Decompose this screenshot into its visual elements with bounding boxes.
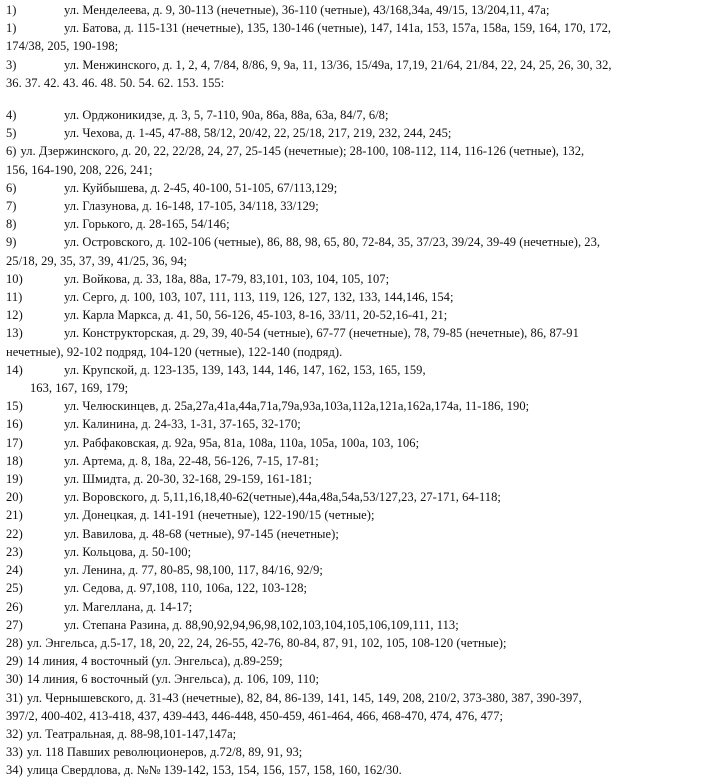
list-item-number: 6) (6, 144, 17, 159)
list-item-number: 9) (6, 235, 17, 250)
list-item (6, 634, 710, 652)
list-item-number: 11) (6, 290, 23, 305)
list-item (6, 106, 710, 124)
list-item-text: улица Свердлова, д. №№ 139-142, 153, 154, 156, 157, 158, 160, 162/30. (26, 763, 402, 778)
list-item-line (6, 761, 710, 779)
list-item-text: ул. Донецкая, д. 141-191 (нечетные), 122-190/15 (четные); (64, 508, 375, 523)
list-item (6, 361, 710, 397)
list-item-text: ул. Степана Разина, д. 88,90,92,94,96,98,102,103,104,105,106,109,111, 113; (64, 617, 459, 632)
list-item (6, 270, 710, 288)
list-item (6, 19, 710, 55)
list-item-number: 33) (6, 745, 23, 760)
list-item-line (6, 543, 710, 561)
list-item-line (6, 324, 710, 342)
list-item-text: 25/18, 29, 35, 37, 39, 41/25, 36, 94; (6, 253, 188, 268)
list-item-text: ул. Войкова, д. 33, 18а, 88а, 17-79, 83,101, 103, 104, 105, 107; (64, 271, 390, 286)
list-item-text: ул. Глазунова, д. 16-148, 17-105, 34/118, 33/129; (64, 199, 319, 214)
list-item-text: 174/38, 205, 190-198; (6, 39, 119, 54)
list-item-number: 30) (6, 672, 23, 687)
list-item-text: ул. Кольцова, д. 50-100; (64, 544, 192, 559)
list-item-number: 29) (6, 654, 23, 669)
list-item-text: ул. Батова, д. 115-131 (нечетные), 135, 130-146 (четные), 147, 141а, 153, 157а, 158а, 159, 164, 170, 172, (64, 21, 612, 36)
list-item-line (6, 288, 710, 306)
list-item-text: 163, 167, 169, 179; (30, 381, 129, 396)
list-item-text: ул. Чернышевского, д. 31-43 (нечетные), 82, 84, 86-139, 141, 145, 149, 208, 210/2, 373-380, 387, 390-397, (26, 690, 582, 705)
list-item (6, 670, 710, 688)
list-item (6, 397, 710, 415)
list-item-continuation (6, 379, 710, 397)
list-item (6, 452, 710, 470)
list-item-number: 21) (6, 508, 23, 523)
list-item (6, 215, 710, 233)
list-item-number: 12) (6, 308, 23, 323)
list-item-number: 23) (6, 544, 23, 559)
list-item-text: ул. Карла Маркса, д. 41, 50, 56-126, 45-103, 8-16, 33/11, 20-52,16-41, 21; (64, 308, 448, 323)
list-item-line (6, 270, 710, 288)
list-item-text: ул. Дзержинского, д. 20, 22, 22/28, 24, 27, 25-145 (нечетные); 28-100, 108-112, 114, 116-126 (четные), 132, (20, 144, 585, 159)
list-item (6, 598, 710, 616)
list-item-text: ул. 118 Павших революционеров, д.72/8, 89, 91, 93; (26, 745, 303, 760)
list-item-line (6, 670, 710, 688)
list-item-continuation (6, 74, 710, 92)
list-item-text: ул. Энгельса, д.5-17, 18, 20, 22, 24, 26-55, 42-76, 80-84, 87, 91, 102, 105, 108-120 (четные); (26, 635, 507, 650)
list-item (6, 434, 710, 452)
list-item-line (6, 179, 710, 197)
list-item (6, 56, 710, 92)
list-item-text: ул. Вавилова, д. 48-68 (четные), 97-145 (нечетные); (64, 526, 339, 541)
list-item-text: ул. Менделеева, д. 9, 30-113 (нечетные), 36-110 (четные), 43/168,34а, 49/15, 13/204,11, 47а; (64, 3, 550, 17)
list-item-line (6, 652, 710, 670)
list-item (6, 324, 710, 360)
list-item-text: 36. 37. 42. 43. 46. 48. 50. 54. 62. 153. 155: (6, 75, 225, 90)
list-item (6, 179, 710, 197)
list-item (6, 197, 710, 215)
list-item (6, 415, 710, 433)
list-item (6, 616, 710, 634)
list-item-number: 19) (6, 472, 23, 487)
list-item (6, 488, 710, 506)
list-item-text: ул. Горького, д. 28-165, 54/146; (64, 217, 230, 232)
list-item-number: 24) (6, 563, 23, 578)
list-item-line (6, 415, 710, 433)
list-item-text: ул. Ленина, д. 77, 80-85, 98,100, 117, 84/16, 92/9; (64, 563, 323, 578)
list-item-line (6, 56, 710, 74)
list-item-line (6, 233, 710, 251)
list-item-text: ул. Менжинского, д. 1, 2, 4, 7/84, 8/86, 9, 9а, 11, 13/36, 15/49а, 17,19, 21/64, 21/84, 22, 24, 25, 26, 30, 32, (64, 57, 612, 72)
list-item-number: 16) (6, 417, 23, 432)
list-item-line (6, 579, 710, 597)
list-item-line (6, 306, 710, 324)
list-item-text: нечетные), 92-102 подряд, 104-120 (четные), 122-140 (подряд). (6, 344, 343, 359)
list-item (6, 652, 710, 670)
list-item-number: 34) (6, 763, 23, 778)
list-item (6, 506, 710, 524)
list-item (6, 761, 710, 779)
list-item-continuation (6, 707, 710, 725)
list-item-text: 156, 164-190, 208, 226, 241; (6, 162, 153, 177)
list-item-number: 13) (6, 326, 23, 341)
list-item (6, 561, 710, 579)
list-item-text: ул. Конструкторская, д. 29, 39, 40-54 (четные), 67-77 (нечетные), 78, 79-85 (нечетные), 86, 87-91 (64, 326, 579, 341)
list-item-number: 31) (6, 690, 23, 705)
list-item (6, 543, 710, 561)
list-item (6, 1, 710, 19)
list-item-text: ул. Театральная, д. 88-98,101-147,147а; (26, 726, 237, 741)
list-item-number: 15) (6, 399, 23, 414)
list-item-line (6, 689, 710, 707)
list-item-line (6, 361, 710, 379)
list-item-continuation (6, 37, 710, 55)
list-item-number: 26) (6, 599, 23, 614)
list-item-text: 14 линия, 4 восточный (ул. Энгельса), д.89-259; (26, 654, 283, 669)
list-item (6, 233, 710, 269)
list-item-continuation (6, 343, 710, 361)
list-item-line (6, 106, 710, 124)
list-item-line (6, 743, 710, 761)
list-item-text: ул. Чехова, д. 1-45, 47-88, 58/12, 20/42, 22, 25/18, 217, 219, 232, 244, 245; (64, 126, 452, 141)
list-item (6, 525, 710, 543)
list-item-number: 3) (6, 57, 17, 72)
list-item-number: 4) (6, 108, 17, 123)
list-item-number: 1) (6, 21, 17, 36)
list-item-number: 5) (6, 126, 17, 141)
list-item-text: ул. Калинина, д. 24-33, 1-31, 37-165, 32-170; (64, 417, 301, 432)
list-item-number: 10) (6, 271, 23, 286)
list-item-number: 25) (6, 581, 23, 596)
list-item-line (6, 197, 710, 215)
list-item-number: 28) (6, 635, 23, 650)
list-item-line (6, 561, 710, 579)
list-item-number: 1) (6, 3, 17, 17)
list-item-text: ул. Седова, д. 97,108, 110, 106а, 122, 103-128; (64, 581, 308, 596)
list-item-line (6, 488, 710, 506)
list-item-line (6, 470, 710, 488)
list-item-line (6, 525, 710, 543)
list-item-line (6, 142, 710, 160)
list-item-line (6, 434, 710, 452)
list-item (6, 689, 710, 725)
list-item (6, 470, 710, 488)
list-item-text: 14 линия, 6 восточный (ул. Энгельса), д. 106, 109, 110; (26, 672, 319, 687)
list-item (6, 288, 710, 306)
list-item-number: 8) (6, 217, 17, 232)
list-item-line (6, 616, 710, 634)
list-item-continuation (6, 252, 710, 270)
list-item-text: ул. Рабфаковская, д. 92а, 95а, 81а, 108а, 110а, 105а, 100а, 103, 106; (64, 435, 420, 450)
list-item (6, 124, 710, 142)
list-item-text: ул. Магеллана, д. 14-17; (64, 599, 193, 614)
list-item-text: ул. Шмидта, д. 20-30, 32-168, 29-159, 161-181; (64, 472, 312, 487)
list-item-line (6, 506, 710, 524)
list-item-text: 397/2, 400-402, 413-418, 437, 439-443, 446-448, 450-459, 461-464, 466, 468-470, 474, 476, 477; (6, 708, 504, 723)
list-item-number: 22) (6, 526, 23, 541)
list-item-text: ул. Крупской, д. 123-135, 139, 143, 144, 146, 147, 162, 153, 165, 159, (64, 362, 426, 377)
list-item (6, 142, 710, 178)
list-item-line (6, 215, 710, 233)
list-item-text: ул. Воровского, д. 5,11,16,18,40-62(четные),44а,48а,54а,53/127,23, 27-171, 64-118; (64, 490, 501, 505)
list-item-text: ул. Орджоникидзе, д. 3, 5, 7-110, 90а, 86а, 88а, 63а, 84/7, 6/8; (64, 108, 389, 123)
list-item-number: 32) (6, 726, 23, 741)
list-item-number: 17) (6, 435, 23, 450)
list-item (6, 743, 710, 761)
list-item-line (6, 598, 710, 616)
list-item-line (6, 124, 710, 142)
list-item-number: 7) (6, 199, 17, 214)
list-item-number: 27) (6, 617, 23, 632)
list-item-text: ул. Артема, д. 8, 18а, 22-48, 56-126, 7-15, 17-81; (64, 453, 319, 468)
list-item-number: 18) (6, 453, 23, 468)
list-item-line (6, 634, 710, 652)
list-item (6, 725, 710, 743)
list-item-number: 20) (6, 490, 23, 505)
list-item (6, 579, 710, 597)
list-item-text: ул. Куйбышева, д. 2-45, 40-100, 51-105, 67/113,129; (64, 180, 338, 195)
list-item-text: ул. Островского, д. 102-106 (четные), 86, 88, 98, 65, 80, 72-84, 35, 37/23, 39/24, 39-49 (нечетные), 23, (64, 235, 601, 250)
list-item-line (6, 1, 710, 19)
list-item (6, 306, 710, 324)
list-item-text: ул. Серго, д. 100, 103, 107, 111, 113, 119, 126, 127, 132, 133, 144,146, 154; (64, 290, 454, 305)
list-item-line (6, 452, 710, 470)
list-item-line (6, 397, 710, 415)
list-item-number: 6) (6, 180, 17, 195)
list-item-text: ул. Челюскинцев, д. 25а,27а,41а,44а,71а,79а,93а,103а,112а,121а,162а,174а, 11-186, 190; (64, 399, 530, 414)
list-item-number: 14) (6, 362, 23, 377)
list-item-line (6, 19, 710, 37)
list-item-continuation (6, 161, 710, 179)
spacer (6, 92, 710, 106)
list-item-line (6, 725, 710, 743)
